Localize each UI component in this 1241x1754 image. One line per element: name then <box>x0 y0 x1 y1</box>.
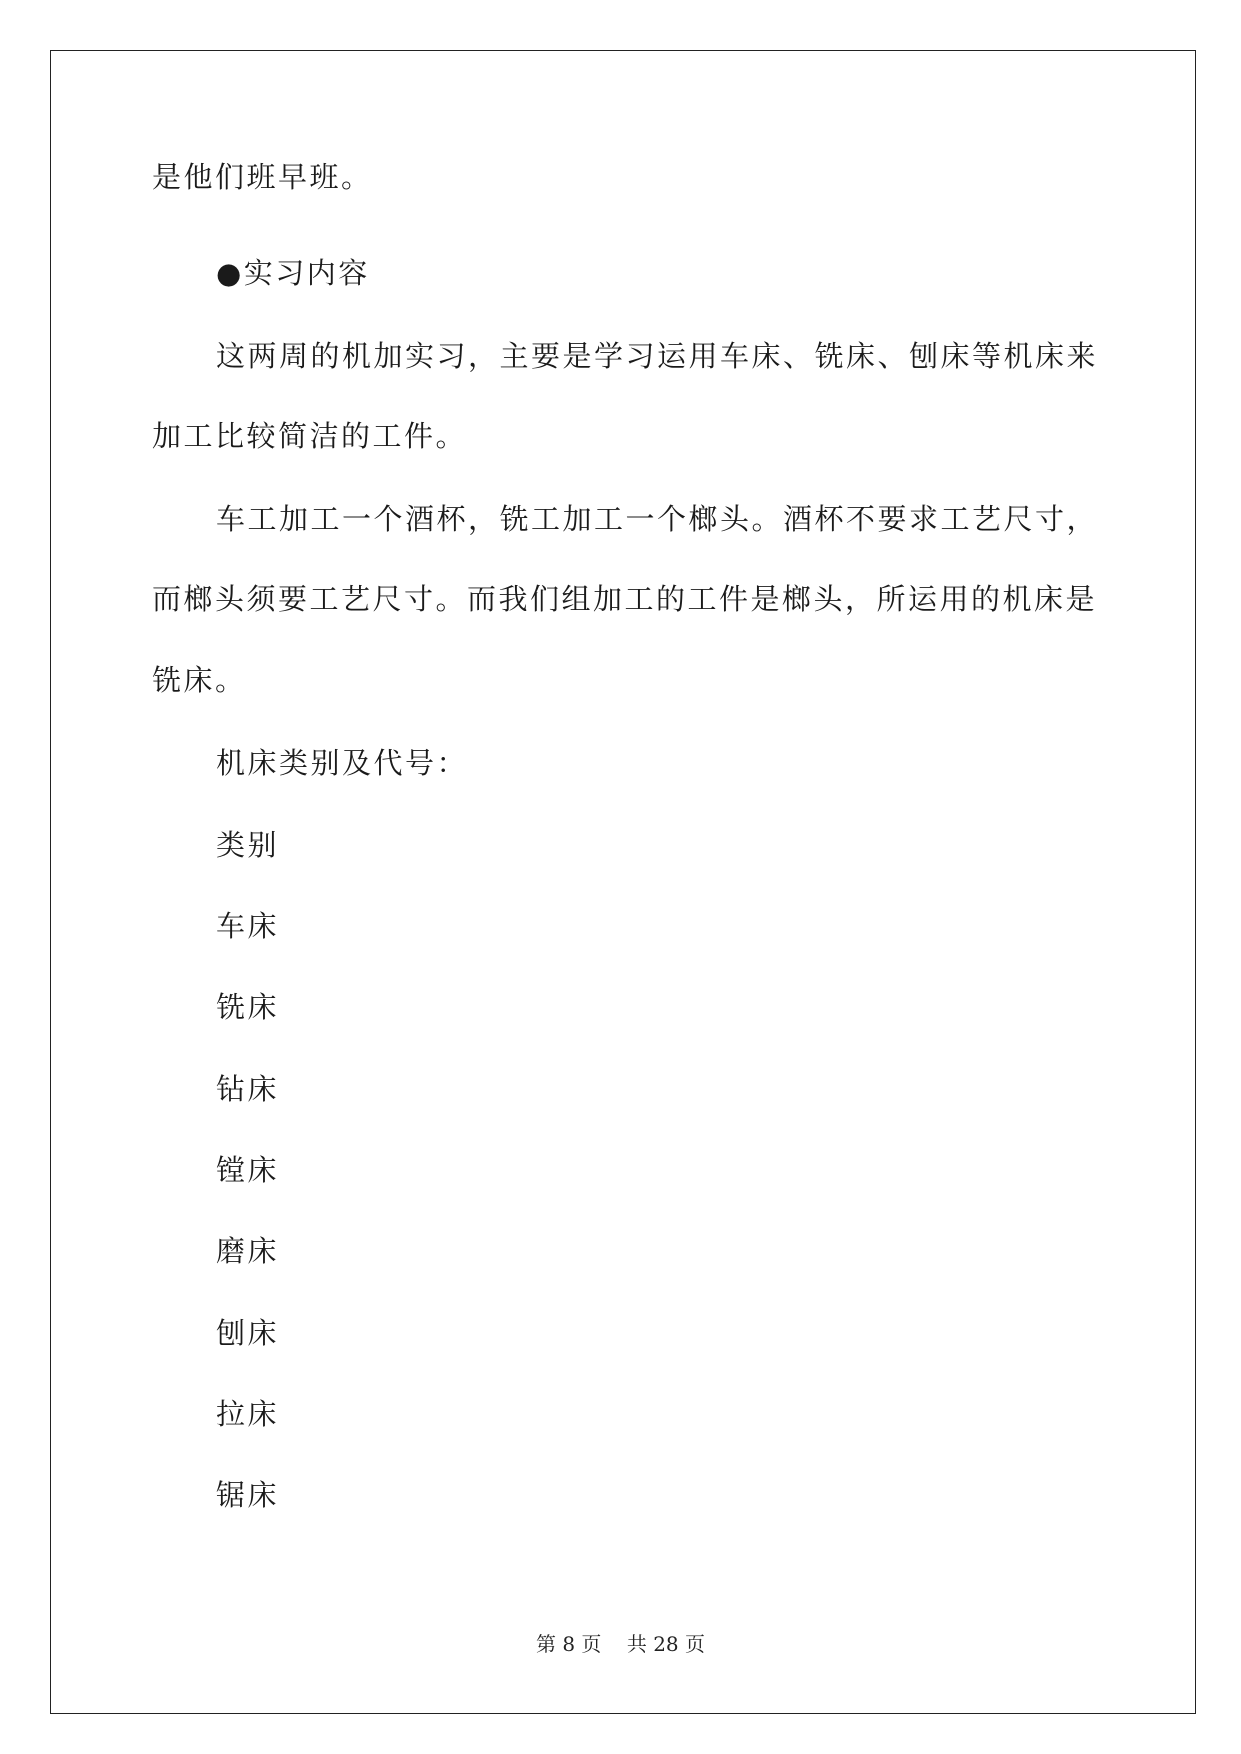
paragraph-line: 车工加工一个酒杯，铣工加工一个榔头。酒杯不要求工艺尺寸， <box>216 502 1099 536</box>
list-item: 钻床 <box>216 1072 280 1106</box>
paragraph-line: 加工比较简洁的工件。 <box>152 419 468 453</box>
list-item: 锯床 <box>216 1478 280 1512</box>
list-item: 车床 <box>216 909 280 943</box>
list-item: 铣床 <box>216 990 280 1024</box>
section-heading: ●实习内容 <box>216 256 370 290</box>
list-item: 镗床 <box>216 1153 280 1187</box>
list-item: 类别 <box>216 828 280 862</box>
paragraph-line: 而榔头须要工艺尺寸。而我们组加工的工件是榔头，所运用的机床是 <box>152 582 1098 616</box>
text-line-continuation: 是他们班早班。 <box>152 160 373 194</box>
paragraph-line: 这两周的机加实习，主要是学习运用车床、铣床、刨床等机床来 <box>216 339 1099 373</box>
list-item: 刨床 <box>216 1316 280 1350</box>
paragraph-line: 铣床。 <box>152 663 247 697</box>
page-footer: 第 8 页 共 28 页 <box>535 1632 706 1656</box>
page-border <box>50 50 1196 1714</box>
list-item: 磨床 <box>216 1234 280 1268</box>
list-heading: 机床类别及代号： <box>216 746 469 780</box>
list-item: 拉床 <box>216 1397 280 1431</box>
